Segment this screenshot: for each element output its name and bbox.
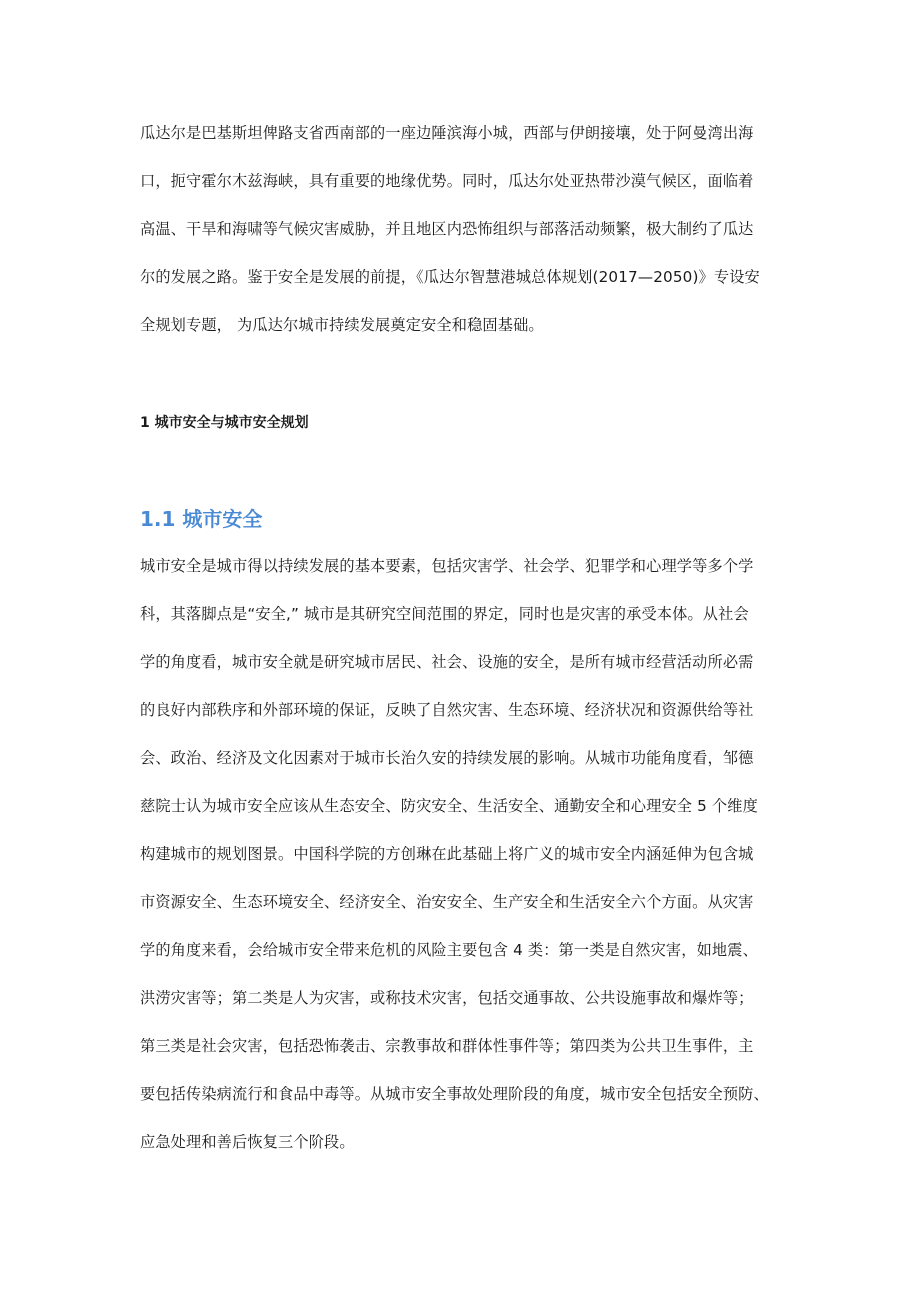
section-heading: 1 城市安全与城市安全规划 (140, 415, 309, 431)
paragraph-line: 慈院士认为城市安全应该从生态安全、防灾安全、生活安全、通勤安全和心理安全 5 个维度 (140, 797, 758, 815)
paragraph-line: 市资源安全、生态环境安全、经济安全、治安安全、生产安全和生活安全六个方面。从灾害 (140, 893, 754, 911)
paragraph-line: 瓜达尔是巴基斯坦俾路支省西南部的一座边陲滨海小城，西部与伊朗接壤，处于阿曼湾出海 (140, 124, 754, 142)
paragraph-line: 会、政治、经济及文化因素对于城市长治久安的持续发展的影响。从城市功能角度看，邹德 (140, 749, 754, 767)
paragraph-line: 洪涝灾害等；第二类是人为灾害，或称技术灾害，包括交通事故、公共设施事故和爆炸等； (140, 989, 754, 1007)
paragraph-line: 科，其落脚点是“安全,” 城市是其研究空间范围的界定，同时也是灾害的承受本体。从社会 (140, 605, 749, 623)
paragraph-line: 构建城市的规划图景。中国科学院的方创琳在此基础上将广义的城市安全内涵延伸为包含城 (140, 845, 754, 863)
paragraph-line: 尔的发展之路。鉴于安全是发展的前提，《瓜达尔智慧港城总体规划(2017—2050)》专设安 (140, 268, 760, 286)
paragraph-line: 第三类是社会灾害，包括恐怖袭击、宗教事故和群体性事件等；第四类为公共卫生事件，主 (140, 1037, 754, 1055)
paragraph-line: 城市安全是城市得以持续发展的基本要素，包括灾害学、社会学、犯罪学和心理学等多个学 (140, 557, 754, 575)
paragraph-line: 应急处理和善后恢复三个阶段。 (140, 1133, 355, 1151)
paragraph-line: 口，扼守霍尔木兹海峡，具有重要的地缘优势。同时，瓜达尔处亚热带沙漠气候区，面临着 (140, 172, 754, 190)
paragraph-line: 学的角度来看，会给城市安全带来危机的风险主要包含 4 类：第一类是自然灾害，如地震、 (140, 941, 758, 959)
paragraph-line: 要包括传染病流行和食品中毒等。从城市安全事故处理阶段的角度，城市安全包括安全预防、 (140, 1085, 769, 1103)
paragraph-line: 高温、干旱和海啸等气候灾害威胁，并且地区内恐怖组织与部落活动频繁，极大制约了瓜达 (140, 220, 754, 238)
paragraph-line: 学的角度看，城市安全就是研究城市居民、社会、设施的安全，是所有城市经营活动所必需 (140, 653, 754, 671)
paragraph-line: 的良好内部秩序和外部环境的保证，反映了自然灾害、生态环境、经济状况和资源供给等社 (140, 701, 754, 719)
paragraph-line: 全规划专题， 为瓜达尔城市持续发展奠定安全和稳固基础。 (140, 316, 544, 334)
subsection-heading: 1.1 城市安全 (140, 507, 263, 531)
